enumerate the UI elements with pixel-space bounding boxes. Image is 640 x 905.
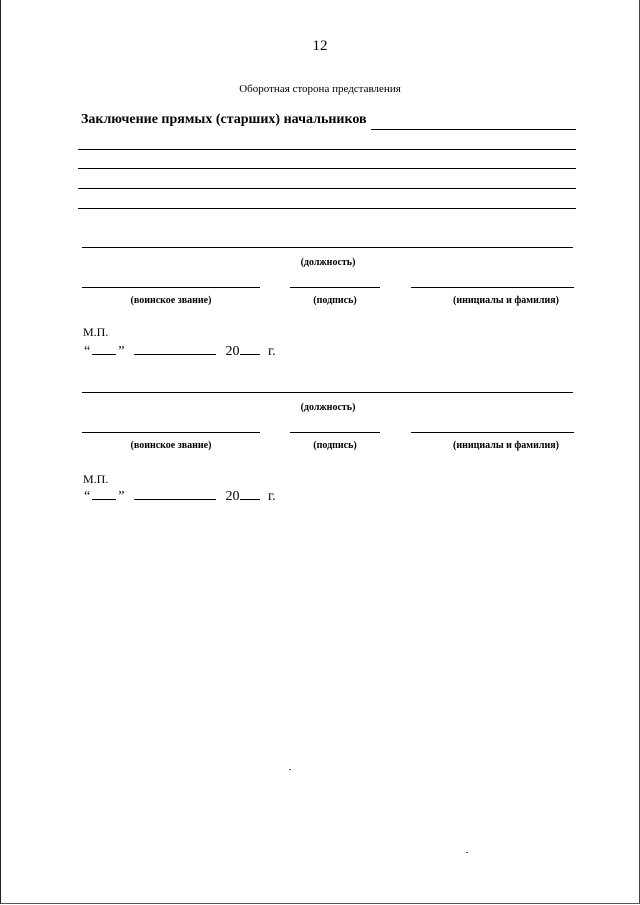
position-field-1[interactable] (82, 247, 573, 248)
scan-speck (466, 852, 468, 853)
page-number: 12 (312, 38, 328, 54)
conclusion-line-3[interactable] (78, 168, 576, 169)
rank-caption-2: (воинское звание) (130, 440, 212, 451)
date-row-2 (84, 488, 276, 505)
signature-caption-1: (подпись) (313, 295, 357, 306)
signature-field-1[interactable] (290, 287, 380, 288)
year-prefix-1: 20 (225, 344, 240, 359)
date-close-quote-2: ” (118, 489, 125, 504)
position-caption-2: (должность) (300, 402, 356, 413)
position-field-2[interactable] (82, 392, 573, 393)
year-field-1[interactable] (240, 343, 260, 355)
month-field-2[interactable] (134, 488, 216, 500)
date-row-1 (84, 343, 276, 360)
date-open-quote-1: “ (84, 344, 91, 359)
day-field-1[interactable] (92, 343, 116, 355)
position-caption-1: (должность) (300, 257, 356, 268)
date-close-quote-1: ” (118, 344, 125, 359)
page-subtitle: Оборотная сторона представления (239, 83, 401, 95)
name-field-2[interactable] (411, 432, 574, 433)
year-prefix-2: 20 (225, 489, 240, 504)
rank-field-1[interactable] (82, 287, 260, 288)
month-field-1[interactable] (134, 343, 216, 355)
signature-field-2[interactable] (290, 432, 380, 433)
rank-caption-1: (воинское звание) (130, 295, 212, 306)
stamp-label-1: М.П. (83, 325, 109, 339)
name-caption-1: (инициалы и фамилия) (452, 295, 559, 306)
scan-speck (289, 769, 291, 770)
rank-field-2[interactable] (82, 432, 260, 433)
name-caption-2: (инициалы и фамилия) (452, 440, 559, 451)
conclusion-line-5[interactable] (78, 208, 576, 209)
day-field-2[interactable] (92, 488, 116, 500)
year-field-2[interactable] (240, 488, 260, 500)
year-suffix-1: г. (267, 344, 276, 359)
stamp-label-2: М.П. (83, 472, 109, 486)
name-field-1[interactable] (411, 287, 574, 288)
conclusion-line-4[interactable] (78, 188, 576, 189)
conclusion-line-2[interactable] (78, 149, 576, 150)
signature-caption-2: (подпись) (313, 440, 357, 451)
section-heading: Заключение прямых (старших) начальников (81, 112, 367, 127)
date-open-quote-2: “ (84, 489, 91, 504)
conclusion-line-1[interactable] (371, 129, 576, 130)
year-suffix-2: г. (267, 489, 276, 504)
